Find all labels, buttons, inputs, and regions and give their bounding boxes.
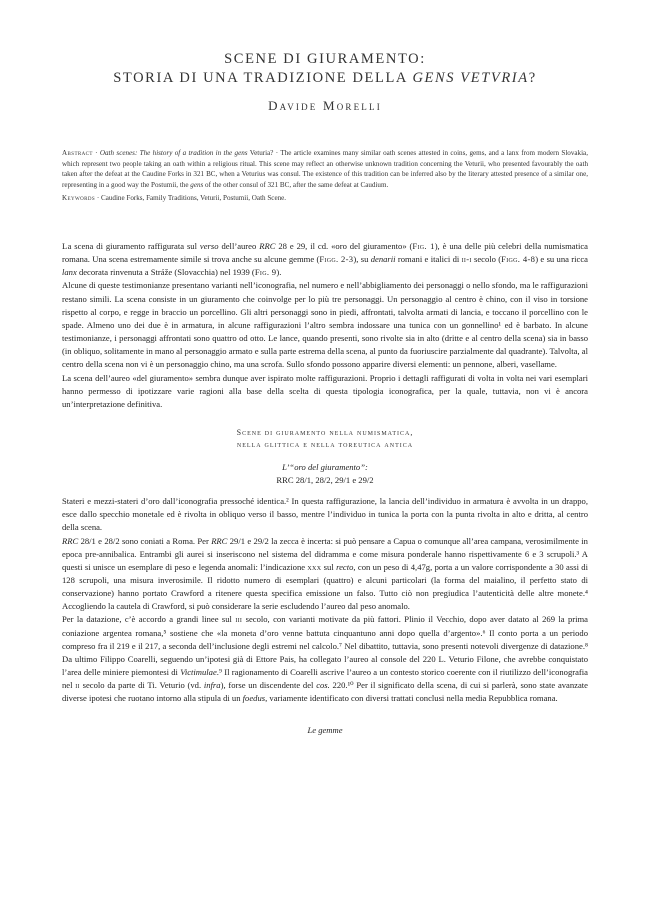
author-name: Davide Morelli — [268, 98, 382, 113]
article-title-line-2: STORIA DI UNA TRADIZIONE DELLA GENS VETVRIA? — [113, 70, 537, 86]
abstract-label: Abstract — [62, 149, 93, 157]
paragraph-4: Stateri e mezzi-stateri d’oro dall’iconografia pressoché identica.² In questa raffigurazione, la lancia dell’individuo in armatura è avvolta in un drappo, esce dallo specchio monetale ed è rivolta in obliquo verso il basso, mentre l’individuo in tunica la porta con la punta rivolta in alto e dritta, al centro della scena. — [62, 496, 588, 533]
paragraph-3: La scena dell’aureo «del giuramento» sembra dunque aver ispirato molte raffigurazioni. Proprio i dettagli raffigurati di volta in volta nei vari esemplari hanno permesso di ipotizzare varie ragioni alla base della scelta di questa tipologia iconografica, per la quale, tuttavia, non vi è ancora un’interpretazione definitiva. — [62, 372, 588, 409]
section-heading: Scene di giuramento nella numismatica, nella glittica e nella toreutica antica — [236, 428, 414, 450]
paragraph-5: RRC 28/1 e 28/2 sono coniati a Roma. Per RRC 29/1 e 29/2 la zecca è incerta: si può pensare a Capua o comunque all’area campana, verosimilmente in epoca pre-annibalica. Entrambi gli aurei si inseriscono nel sistema del didramma e come misura ponderale hanno rispettivamente 6 e 3 scrupoli.³ A questi si unisce un esemplare di peso e legenda anomali: l’indicazione xxx sul recto, con un peso di 4,47g, porta a un valore corrispondente a 30 assi di 128 scrupoli, una misura inverosimile. Il ridotto numero di esemplari (quattro) e alcuni particolari (la forma del maialino, il perfetto stato di conservazione) hanno portato Crawford a ritenere questa specifica emissione un falso. Tutto ciò non pregiudica l’autenticità delle altre monete.⁴ Accogliendo la cautela di Crawford, si può considerare la serie escludendo l’aureo dal peso anomalo. — [62, 535, 588, 612]
paragraph-1: La scena di giuramento raffigurata sul verso dell’aureo RRC 28 e 29, il cd. «oro del giuramento» (Fig. 1), è una delle più celebri della numismatica romana. Una scena estremamente simile si trova anche su alcune gemme (Figg. 2-3), su denarii romani e italici di ii-i secolo (Figg. 4-8) e su una ricca lanx decorata rinvenuta a Stráže (Slovacchia) nel 1939 (Fig. 9). — [62, 241, 588, 278]
paragraph-2: Alcune di queste testimonianze presentano varianti nell’iconografia, nel numero e nell’abbigliamento dei personaggi o nello sfondo, ma le raffigurazioni restano simili. La scena consiste in un giuramento che coinvolge per lo più tre personaggi. Un personaggio al centro è chino, con il viso in torsione rispetto al corpo, e regge in braccio un porcellino. Gli altri personaggi sono in piedi, affrontati, talvolta armati di lancia, e toccano il porcellino con le spade. Almeno uno dei due è in armatura, in alcune raffigurazioni l’altro sembra indossare una tunica con un gonnellino¹ ed è barbato. In alcune testimonianze, i personaggi affrontati sono quattro od otto. Le lance, quando presenti, sono rivolte sia in alto (dritte e al centro della scena) sia in basso (in obliquo, solitamente in mano al personaggio armato e sulla parte estrema della scena, al punto da fuoriuscire parzialmente dal quadrante). Talvolta, al centro della scena non vi è un personaggio chino, ma una scrofa. Sullo sfondo possono apparire diversi elementi: un pennone, alberi, vasellame. — [62, 280, 588, 370]
abstract — [62, 148, 588, 204]
next-section-heading: Le gemme — [307, 724, 343, 735]
keywords-list: Caudine Forks, Family Traditions, Veturii, Postumii, Oath Scene. — [100, 194, 287, 203]
keywords-label: Keywords — [62, 194, 96, 203]
article-body — [62, 240, 588, 737]
subsection-heading: L’“oro del giuramento”: RRC 28/1, 28/2, 29/1 e 29/2 — [276, 462, 374, 485]
keywords: Keywords · Caudine Forks, Family Traditions, Veturii, Postumii, Oath Scene. — [62, 194, 287, 203]
article-title-line-1: SCENE DI GIURAMENTO: — [224, 51, 426, 67]
abstract-text: Abstract · Oath scenes: The history of a tradition in the gens Veturia? · The article examines many similar oath scenes attested in coins, gems, and a lanx from modern Slovakia, which represent two people taking an oath within a religious ritual. This scene may reflect an otherwise unknown tradition concerning the Veturii, who presented favourably the oath taken after the defeat at the Caudine Forks in 321 BC, when a Veturius was consul. The existence of this tradition can be inferred also by the literary attested presence of a similar one, representing in a good way the Postumii, the gens of the other consul of 321 BC, after the same defeat at Caudium. — [62, 149, 588, 189]
paragraph-6: Per la datazione, c’è accordo a grandi linee sul iii secolo, con varianti motivate da più fattori. Plinio il Vecchio, dopo aver datato al 269 la prima coniazione argentea romana,⁵ sostiene che «la moneta d’oro venne battuta cinquantuno anni dopo quella d’argento».⁶ Il conto porta a un periodo compreso fra il 219 e il 217, a seconda dell’inclusione degli estremi nel calcolo.⁷ Nel dibattito, tuttavia, sono presenti notevoli divergenze di datazione.⁸ Da ultimo Filippo Coarelli, seguendo un’ipotesi già di Ettore Pais, ha collegato l’aureo al console del 220 L. Veturio Filone, che avrebbe conquistato l’area delle miniere piemontesi di Victimulae.⁹ Il ragionamento di Coarelli ascrive l’aureo a un contesto storico coerente con il riutilizzo dell’iconografia nel ii secolo da parte di Ti. Veturio (vd. infra), forse un discendente del cos. 220.¹⁰ Per il significato della scena, di cui si parlerà, sono state avanzate diverse ipotesi che ruotano intorno alla stipula di un foedus, variamente identificato con diversi trattati conclusi nella media Repubblica romana. — [62, 614, 588, 704]
title-block — [62, 50, 588, 114]
